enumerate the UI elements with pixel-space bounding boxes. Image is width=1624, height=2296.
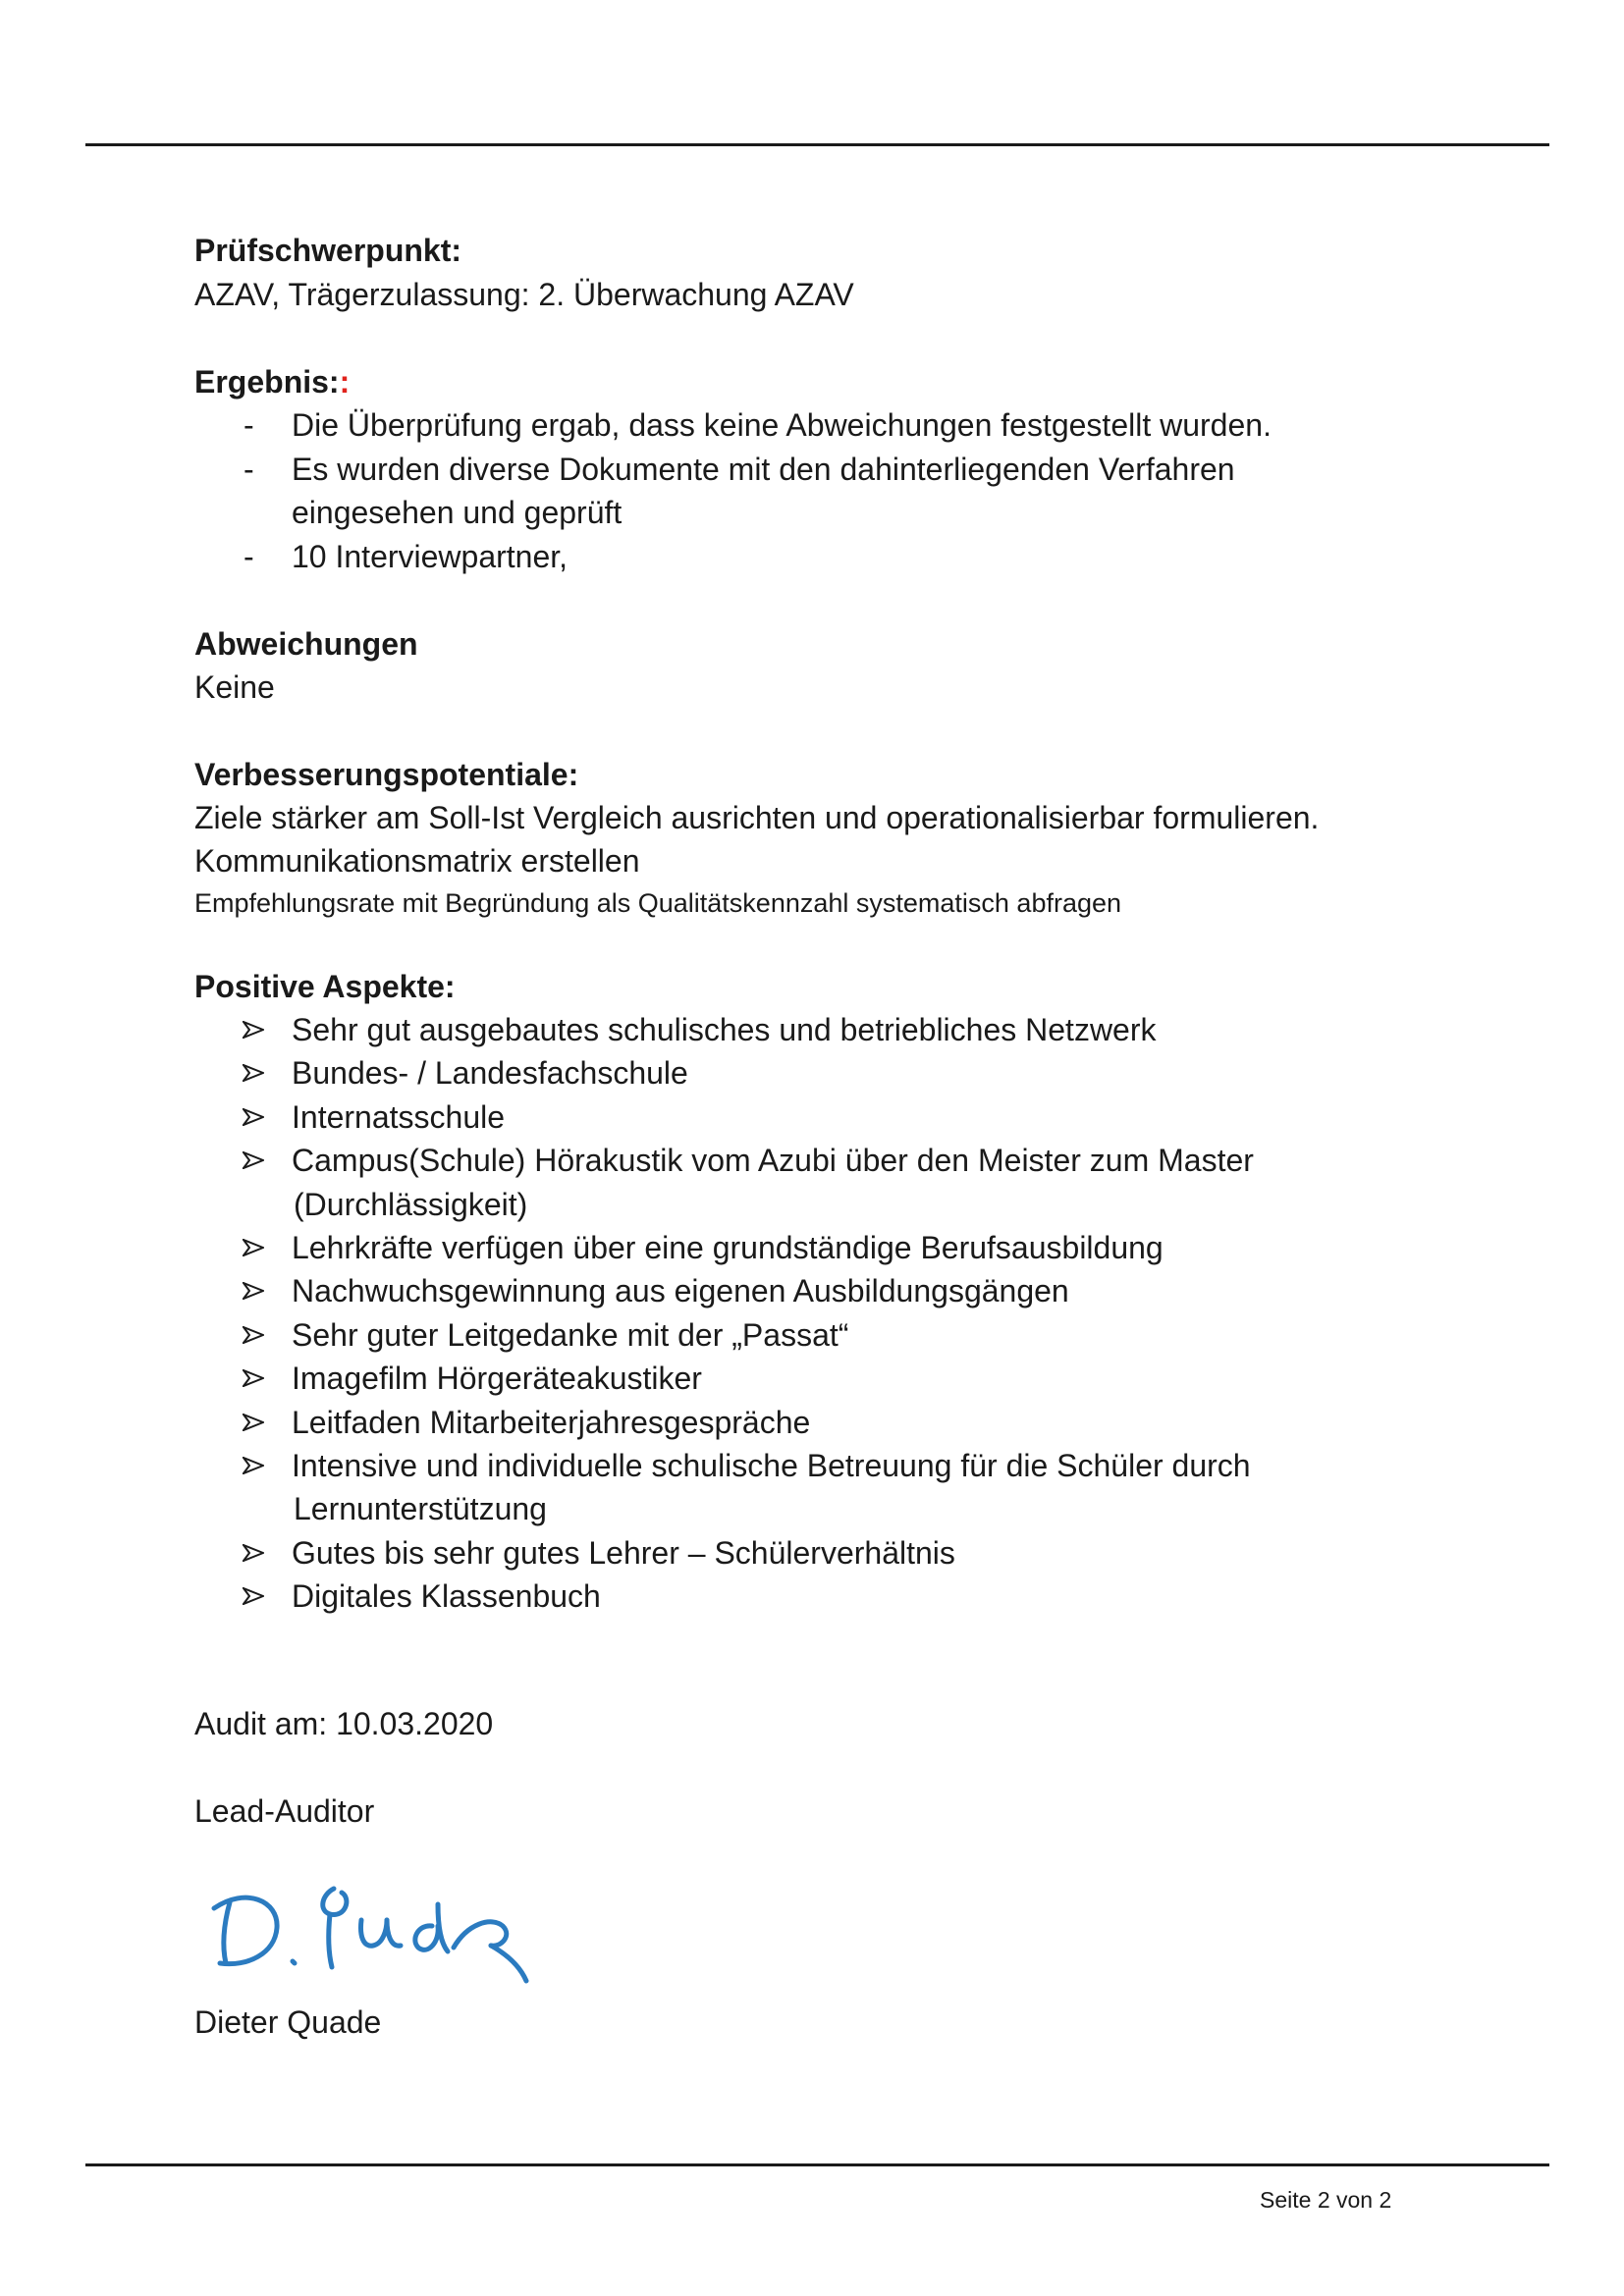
list-item	[194, 1010, 1471, 1049]
list-item	[194, 1053, 1471, 1093]
ergebnis-item: Die Überprüfung ergab, dass keine Abweichungen festgestellt wurden.	[292, 407, 1272, 443]
audit-role: Lead-Auditor	[194, 1793, 375, 1829]
list-item	[194, 1271, 1471, 1310]
abweichungen-text: Keine	[194, 669, 275, 705]
pruefschwerpunkt-heading: Prüfschwerpunkt:	[194, 233, 462, 268]
ergebnis-item: 10 Interviewpartner,	[292, 539, 568, 574]
arrowhead-bullet-icon	[243, 1151, 264, 1169]
ergebnis-item: Es wurden diverse Dokumente mit den dahinterliegenden Verfahren	[292, 452, 1235, 487]
arrowhead-bullet-icon	[243, 1544, 264, 1562]
positive-aspekt-item: Digitales Klassenbuch	[292, 1578, 601, 1614]
positive-aspekt-item: Sehr gut ausgebautes schulisches und betriebliches Netzwerk	[292, 1012, 1157, 1047]
arrowhead-bullet-icon	[243, 1108, 264, 1126]
arrowhead-bullet-icon	[243, 1064, 264, 1082]
positive-aspekt-item: Internatsschule	[292, 1099, 506, 1135]
arrowhead-bullet-icon	[243, 1021, 264, 1039]
signature-image	[196, 1865, 569, 1993]
list-item-continuation	[194, 1185, 1471, 1224]
arrowhead-bullet-icon	[243, 1369, 264, 1387]
positive-aspekte-heading: Positive Aspekte:	[194, 969, 456, 1004]
list-item	[194, 1576, 1471, 1616]
list-item	[194, 405, 1471, 445]
list-item	[194, 1315, 1471, 1355]
positive-aspekt-item: Imagefilm Hörgeräteakustiker	[292, 1361, 702, 1396]
positive-aspekt-item: Intensive und individuelle schulische Betreuung für die Schüler durch	[292, 1448, 1251, 1483]
verbesserung-line: Kommunikationsmatrix erstellen	[194, 843, 640, 879]
header-rule	[85, 143, 1549, 146]
arrowhead-bullet-icon	[243, 1414, 264, 1431]
list-item-continuation	[194, 1489, 1471, 1528]
positive-aspekt-item: Campus(Schule) Hörakustik vom Azubi über den Meister zum Master	[292, 1143, 1254, 1178]
positive-aspekt-item: Leitfaden Mitarbeiterjahresgespräche	[292, 1405, 811, 1440]
ergebnis-heading-label: Ergebnis:	[194, 364, 340, 400]
list-item	[194, 1359, 1471, 1398]
list-item	[194, 450, 1471, 489]
list-item	[194, 1228, 1471, 1267]
arrowhead-bullet-icon	[243, 1587, 264, 1605]
positive-aspekt-item: Lehrkräfte verfügen über eine grundständige Berufsausbildung	[292, 1230, 1164, 1265]
verbesserung-line: Ziele stärker am Soll-Ist Vergleich ausrichten und operationalisierbar formulieren.	[194, 800, 1320, 835]
list-item	[194, 1446, 1471, 1485]
auditor-name: Dieter Quade	[194, 2004, 382, 2040]
arrowhead-bullet-icon	[243, 1282, 264, 1300]
dash-marker: -	[244, 452, 254, 487]
ergebnis-item-continuation: eingesehen und geprüft	[292, 495, 623, 530]
positive-aspekt-continuation: (Durchlässigkeit)	[294, 1187, 528, 1222]
positive-aspekt-item: Bundes- / Landesfachschule	[292, 1055, 688, 1091]
pruefschwerpunkt-text: AZAV, Trägerzulassung: 2. Überwachung AZAV	[194, 277, 854, 312]
arrowhead-bullet-icon	[243, 1457, 264, 1474]
list-item	[194, 1141, 1471, 1180]
dash-marker: -	[244, 407, 254, 443]
page-number: Seite 2 von 2	[1260, 2187, 1392, 2213]
verbesserung-line: Empfehlungsrate mit Begründung als Qualitätskennzahl systematisch abfragen	[194, 888, 1122, 918]
list-item-continuation	[194, 493, 1471, 532]
verbesserungspotentiale-heading: Verbesserungspotentiale:	[194, 757, 579, 792]
list-item	[194, 1097, 1471, 1137]
footer-rule	[85, 2163, 1549, 2166]
list-item	[194, 537, 1471, 576]
arrowhead-bullet-icon	[243, 1239, 264, 1256]
positive-aspekt-item: Sehr guter Leitgedanke mit der „Passat“	[292, 1317, 849, 1353]
abweichungen-heading: Abweichungen	[194, 626, 418, 662]
audit-date: Audit am: 10.03.2020	[194, 1706, 494, 1741]
list-item	[194, 1533, 1471, 1573]
positive-aspekt-continuation: Lernunterstützung	[294, 1491, 547, 1526]
dash-marker: -	[244, 539, 254, 574]
ergebnis-heading	[194, 362, 350, 401]
positive-aspekt-item: Gutes bis sehr gutes Lehrer – Schülerverhältnis	[292, 1535, 955, 1571]
list-item	[194, 1403, 1471, 1442]
positive-aspekt-item: Nachwuchsgewinnung aus eigenen Ausbildungsgängen	[292, 1273, 1069, 1308]
arrowhead-bullet-icon	[243, 1326, 264, 1344]
ergebnis-heading-extra-colon: :	[339, 364, 351, 400]
